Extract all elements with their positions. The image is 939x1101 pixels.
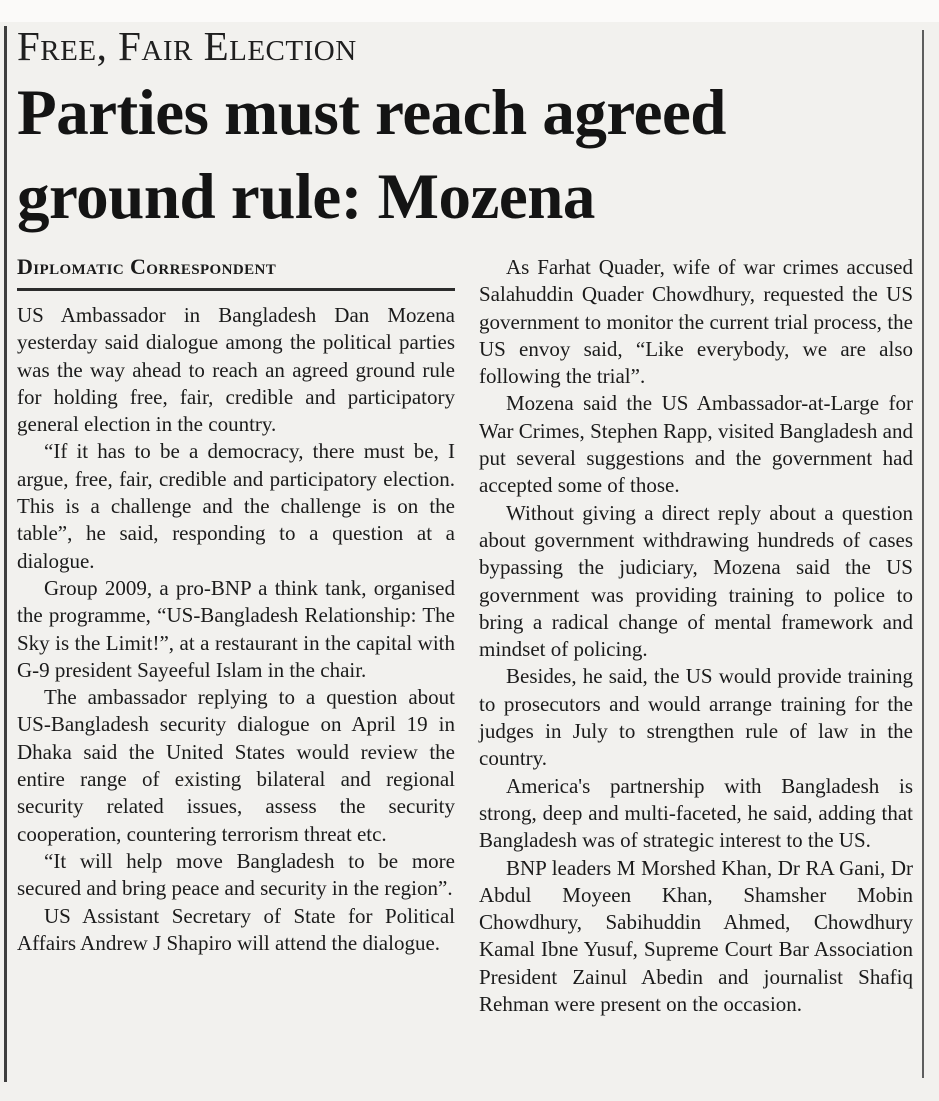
byline: Diplomatic Correspondent <box>17 254 277 279</box>
article-paragraph: BNP leaders M Morshed Khan, Dr RA Gani, Dr Abdul Moyeen Khan, Shamsher Mobin Chowdhury, Sabihuddin Ahmed, Chowdhury Kamal Ibne Yusuf, Supreme Court Bar Association President Zainul Abedin and journalist Shafiq Rehman were present on the occasion. <box>479 855 913 1017</box>
article-paragraph: The ambassador replying to a question about US-Bangladesh security dialogue on April 19 in Dhaka said the United States would review the entire range of existing bilateral and regional security related issues, assess the security cooperation, countering terrorism threat etc. <box>17 685 455 846</box>
article-paragraph: “If it has to be a democracy, there must be, I argue, free, fair, credible and participatory election. This is a challenge and the challenge is on the table”, he said, responding to a question at a dialogue. <box>17 439 455 573</box>
column-right <box>479 254 913 1018</box>
article-paragraph: America's partnership with Bangladesh is strong, deep and multi-faceted, he said, adding that Bangladesh was of strategic interest to the US. <box>479 773 913 853</box>
headline: Parties must reach agreed ground rule: Mozena <box>17 77 726 233</box>
column-left <box>17 254 455 1018</box>
column-right-paragraphs <box>479 254 913 1018</box>
article-paragraph: Group 2009, a pro-BNP a think tank, organised the programme, “US-Bangladesh Relationship: The Sky is the Limit!”, at a restaurant in the capital with G-9 president Sayeeful Islam in the chair. <box>17 575 455 682</box>
article-paragraph: US Assistant Secretary of State for Political Affairs Andrew J Shapiro will attend the dialogue. <box>17 903 455 955</box>
article-paragraph: Mozena said the US Ambassador-at-Large for War Crimes, Stephen Rapp, visited Bangladesh and put several suggestions and the government had accepted some of those. <box>479 391 913 498</box>
article-paragraph: Besides, he said, the US would provide training to prosecutors and would arrange training for the judges in July to strengthen rule of law in the country. <box>479 664 913 771</box>
kicker: Free, Fair Election <box>17 23 357 69</box>
column-left-paragraphs <box>17 302 455 957</box>
article-paragraph: US Ambassador in Bangladesh Dan Mozena yesterday said dialogue among the political parties was the way ahead to reach an agreed ground rule for holding free, fair, credible and participatory general election in the country. <box>17 303 455 437</box>
article-paragraph: As Farhat Quader, wife of war crimes accused Salahuddin Quader Chowdhury, requested the US government to monitor the current trial process, the US envoy said, “Like everybody, we are also following the trial”. <box>479 255 913 389</box>
article-columns <box>17 254 914 1018</box>
article <box>17 24 914 1018</box>
column-rule-right <box>922 30 924 1078</box>
column-rule-left <box>4 26 7 1082</box>
byline-rule <box>17 288 455 291</box>
page-top-margin <box>0 0 939 22</box>
article-paragraph: Without giving a direct reply about a question about government withdrawing hundreds of cases bypassing the judiciary, Mozena said the US government was providing training to police to bring a radical change of mental framework and mindset of policing. <box>479 500 913 662</box>
article-paragraph: “It will help move Bangladesh to be more secured and bring peace and security in the region”. <box>17 848 455 901</box>
